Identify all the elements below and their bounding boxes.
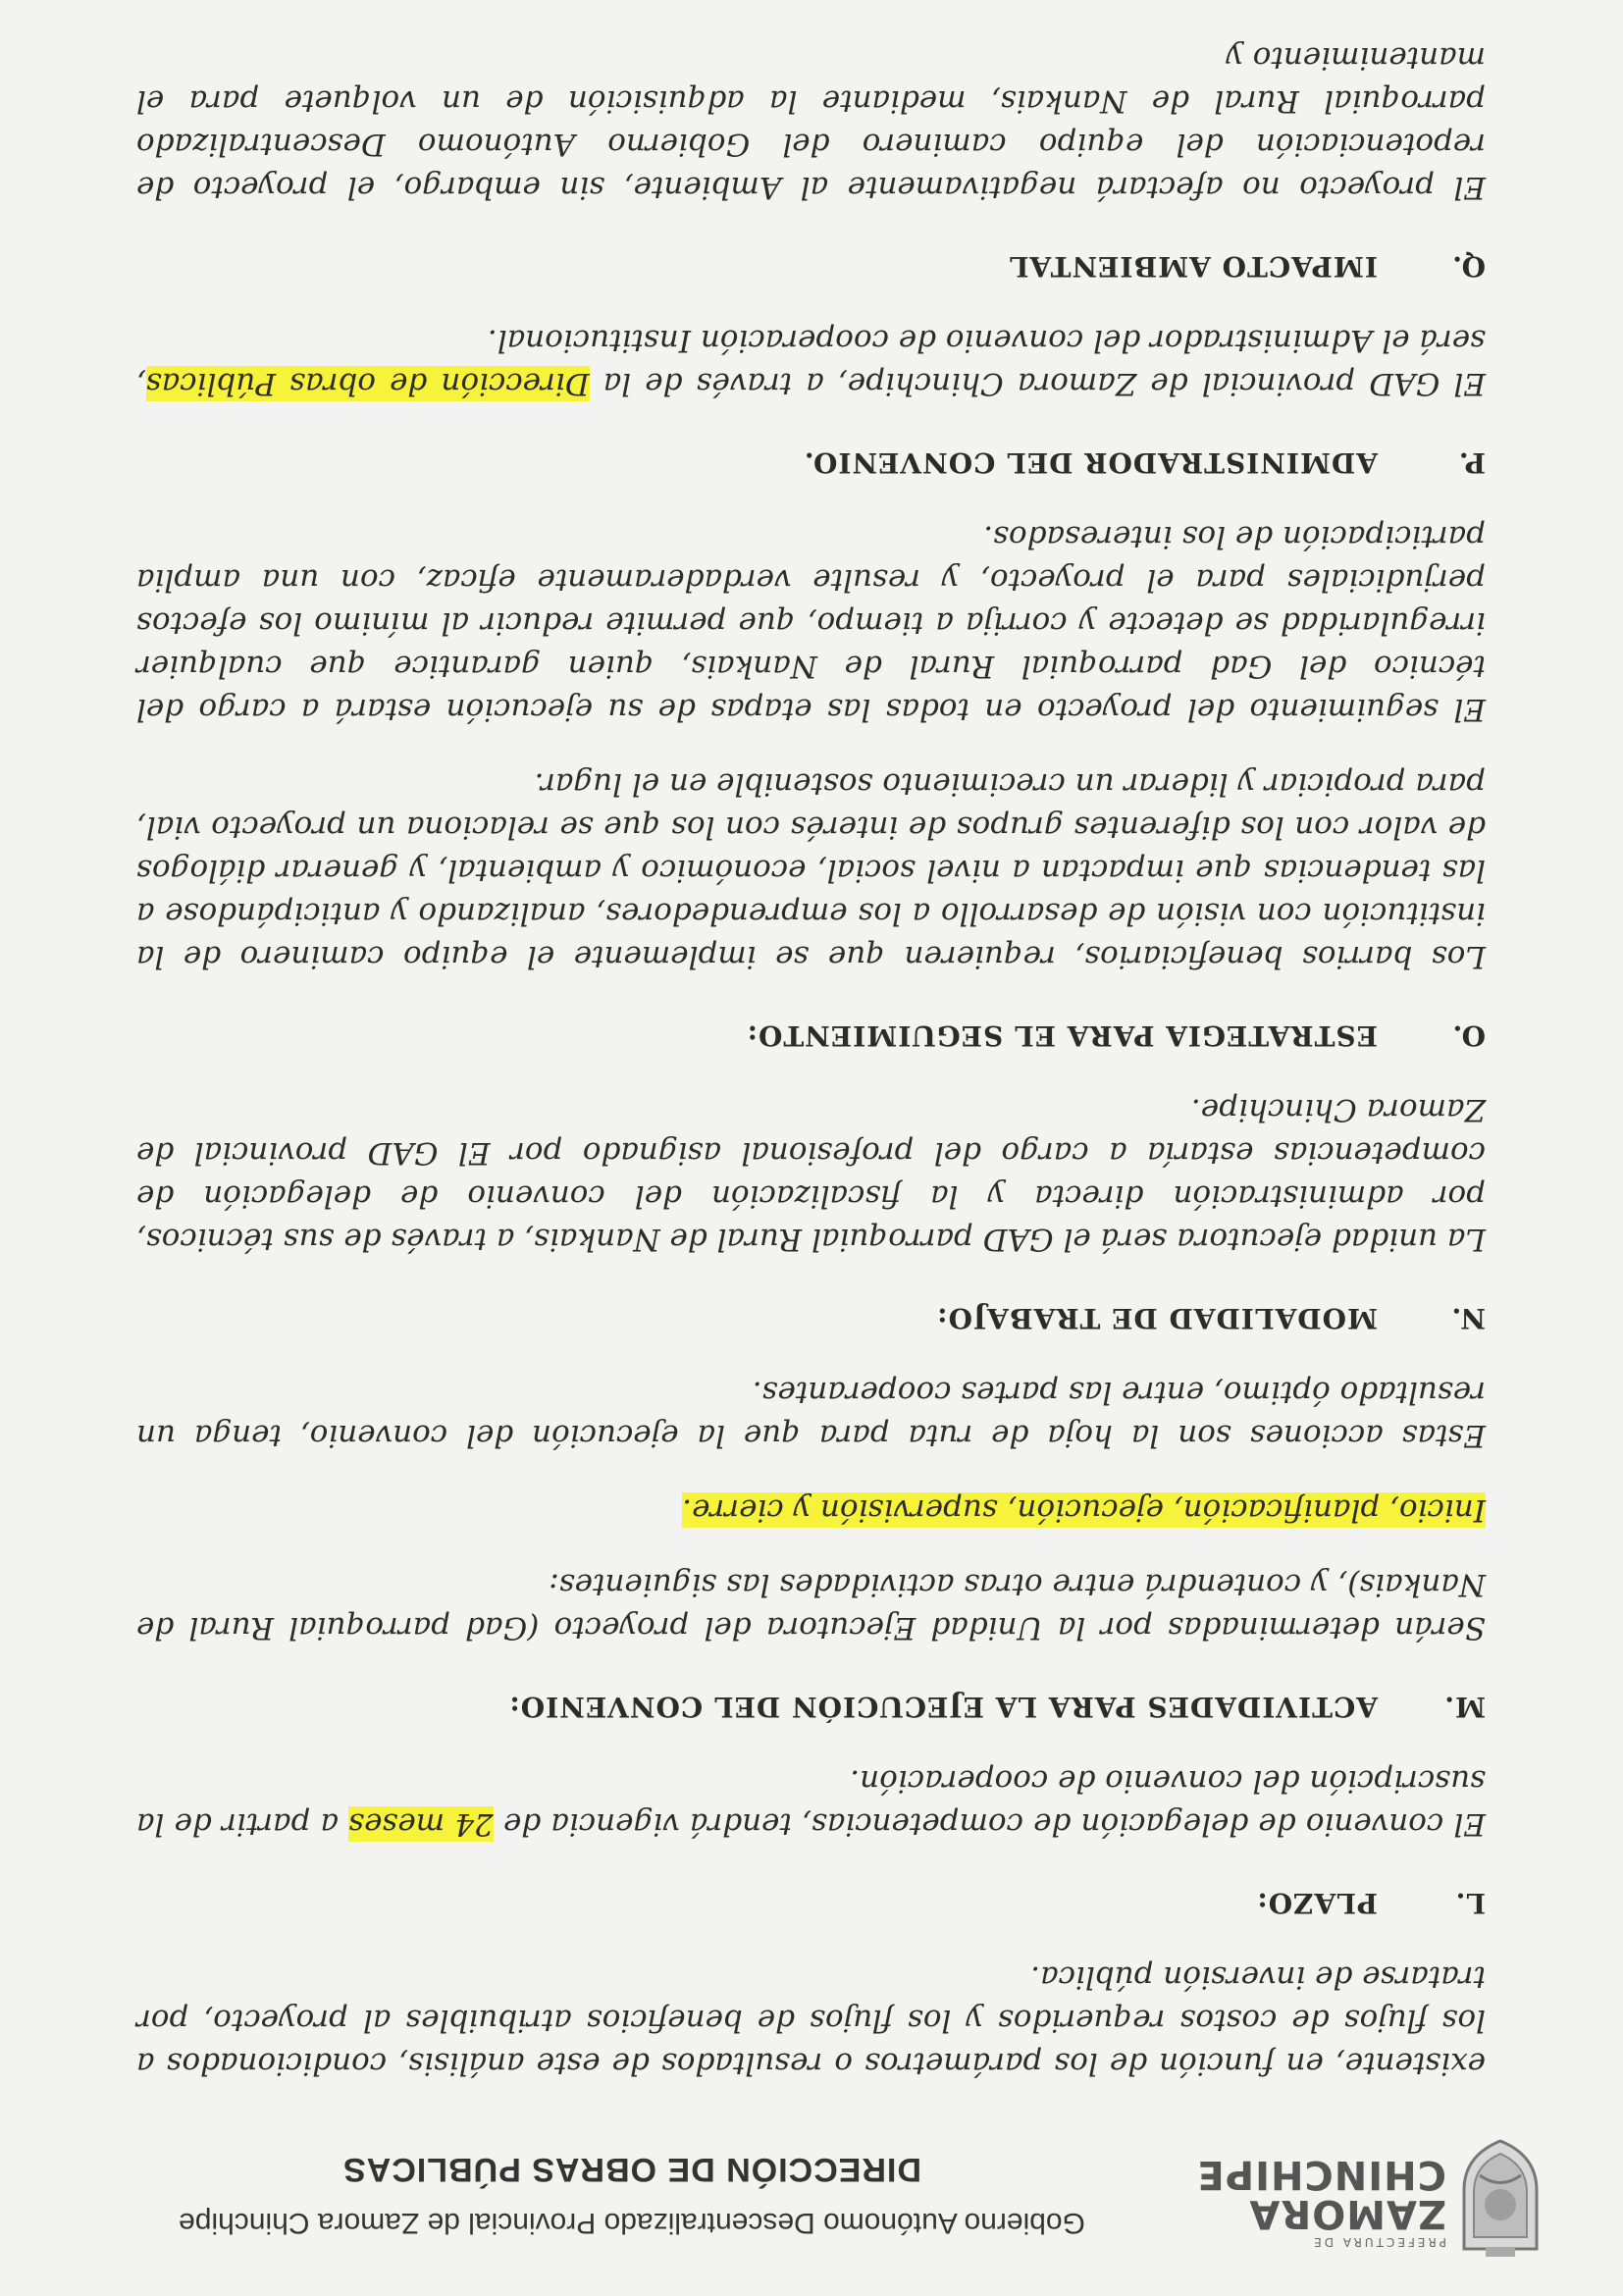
highlighted-term: 24 meses — [348, 1806, 494, 1842]
document-body — [136, 5, 1486, 2085]
logo-line-2: CHINCHIPE — [1196, 2152, 1446, 2197]
section-letter: L. — [1454, 1887, 1486, 1919]
section-letter: O. — [1451, 1019, 1486, 1052]
intro-paragraph: existente, en función de los parámetros o resultados de este análisis, condicionados a los flujos de costos requeridos y los flujos de beneficios atribuibles al proyecto, por tratarse de inversión pública. — [136, 1959, 1486, 2081]
estrategia-paragraph: Los barrios beneficiarios, requieren que se implemente el equipo caminero de la institución con visión de desarrollo a los emprendedores, analizando y anticipándose a las tendencias que impactan a nivel social, económico y ambiental, y generar diálogos de valor con los diferentes grupos de interés con los que se relaciona un proyecto vial, para propiciar y liderar un crecimiento sostenible en el lugar. — [136, 766, 1486, 974]
section-heading-administrador — [136, 441, 1486, 484]
coat-of-arms-icon — [1456, 2136, 1544, 2259]
section-title: ESTRATEGIA PARA EL SEGUIMIENTO: — [746, 1019, 1378, 1052]
estrategia-paragraph-2: El seguimiento del proyecto en todas las etapas de su ejecución estará a cargo del técnico del Gad parroquial Rural de Nankais, quien garantice que cualquier irregularidad se detecte y corrija a tiempo, que permite reducir al mínimo los efectos perjudiciales para el proyecto, y resulte verdaderamente eficaz, con una amplia participación de los interesados. — [136, 519, 1486, 727]
logo-caption: PREFECTURA DE — [1311, 2235, 1446, 2249]
text-fragment: , será el Administrador del convenio de cooperación Institucional. — [136, 323, 1486, 401]
section-heading-impacto — [136, 244, 1486, 287]
section-title: PLAZO: — [1256, 1887, 1378, 1919]
institution-name: Gobierno Autónomo Descentralizado Provincial de Zamora Chinchipe — [179, 2207, 1085, 2239]
section-letter: M. — [1443, 1691, 1486, 1723]
prefectura-logo — [1196, 2131, 1544, 2259]
text-fragment: El GAD provincial de Zamora Chinchipe, a través de la — [589, 366, 1486, 401]
actividades-paragraph-2: Estas acciones son la hoja de ruta para que la ejecución del convenio, tenga un resultado óptimo, entre las partes cooperantes. — [136, 1375, 1486, 1453]
actividades-paragraph: Serán determinadas por la Unidad Ejecutora del proyecto (Gad parroquial Rural de Nankais), y contendrá entre otras actividades las siguientes: — [136, 1567, 1486, 1645]
section-title: IMPACTO AMBIENTAL — [1008, 250, 1378, 283]
section-title: ACTIVIDADES PARA LA EJECUCIÓN DEL CONVENIO: — [508, 1691, 1378, 1723]
section-letter: P. — [1457, 446, 1486, 479]
section-title: ADMINISTRADOR DEL CONVENIO. — [803, 446, 1378, 479]
administrador-paragraph — [136, 319, 1486, 405]
plazo-paragraph — [136, 1759, 1486, 1846]
highlighted-line: Inicio, planificación, ejecución, supervisión y cierre. — [682, 1492, 1486, 1528]
section-heading-modalidad — [136, 1296, 1486, 1339]
text-fragment: El convenio de delegación de competencias, tendrá vigencia de — [493, 1806, 1486, 1842]
highlighted-term: Dirección de obras Públicas — [145, 366, 590, 401]
text-fragment: a partir de la suscripción del convenio de cooperación. — [136, 1763, 1486, 1842]
modalidad-paragraph: La unidad ejecutora será el GAD parroquial Rural de Nankais, a través de sus técnicos, por administración directa y la fiscalización del convenio de delegación de competencias estaría a cargo del profesional asignado por El GAD provincial de Zamora Chinchipe. — [136, 1092, 1486, 1257]
section-title: MODALIDAD DE TRABAJO: — [936, 1302, 1378, 1334]
section-letter: N. — [1450, 1302, 1486, 1334]
section-heading-plazo — [136, 1881, 1486, 1924]
actividades-list-line — [136, 1488, 1486, 1532]
department-name: DIRECCIÓN DE OBRAS PÚBLICAS — [342, 2151, 921, 2188]
section-heading-actividades — [136, 1685, 1486, 1728]
logo-line-1: ZAMORA — [1248, 2191, 1446, 2236]
impacto-paragraph: El proyecto no afectará negativamente al Ambiente, sin embargo, el proyecto de repotenciación del equipo caminero del Gobierno Autónomo Descentralizado parroquial Rural de Nankais, mediante la adquisición de un volquete para el mantenimiento y — [136, 40, 1486, 205]
section-letter: Q. — [1451, 250, 1486, 283]
letterhead — [92, 2131, 1544, 2259]
logo-wordmark — [1196, 2152, 1446, 2236]
section-heading-estrategia — [136, 1014, 1486, 1057]
